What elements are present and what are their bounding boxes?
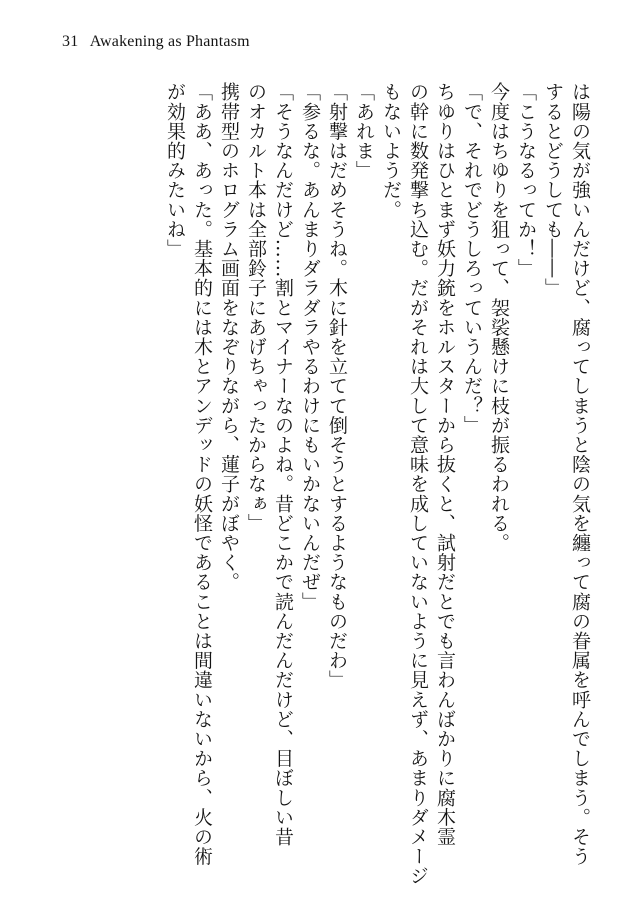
- page-number: 31: [62, 33, 79, 50]
- text-line: 「で、それでどうしろっていうんだ？」: [461, 82, 483, 435]
- text-line: ちゆりはひとまず妖力銃をホルスターから抜くと、試射だとでも言わんばかりに腐木霊: [434, 82, 456, 847]
- text-line: は陽の気が強いんだけど、腐ってしまうと陰の気を纏って腐の眷属を呼んでしまう。そう: [569, 82, 591, 866]
- text-line: 「こうなるってか！」: [515, 82, 537, 278]
- text-line: 今度はちゆりを狙って、袈裟懸けに枝が振るわれる。: [488, 82, 510, 553]
- text-line: が効果的みたいね」: [164, 82, 186, 259]
- vertical-body-text: [53, 82, 593, 886]
- running-header: [62, 33, 250, 51]
- text-line: もないようだ。: [380, 82, 402, 220]
- text-line: 「射撃はだめそうね。木に針を立てて倒そうとするようなものだわ」: [326, 82, 348, 690]
- text-line: の幹に数発撃ち込む。だがそれは大して意味を成していないように見えず、あまりダメージ: [407, 82, 429, 886]
- text-line: 「あれま」: [353, 82, 375, 180]
- running-title: Awakening as Phantasm: [89, 33, 250, 50]
- text-line: 携帯型のホログラム画面をなぞりながら、蓮子がぼやく。: [218, 82, 240, 592]
- text-line: 「ああ、あった。基本的には木とアンデッドの妖怪であることは間違いないから、火の術: [191, 82, 213, 866]
- text-line: 「そうなんだけど……割とマイナーなのよね。昔どこかで読んだんだけど、目ぼしい昔: [272, 82, 294, 847]
- text-line: 「参るな。あんまりダラダラやるわけにもいかないんだぜ」: [299, 82, 321, 612]
- text-line: するとどうしても――」: [542, 82, 564, 298]
- text-line: のオカルト本は全部鈴子にあげちゃったからなぁ」: [245, 82, 267, 533]
